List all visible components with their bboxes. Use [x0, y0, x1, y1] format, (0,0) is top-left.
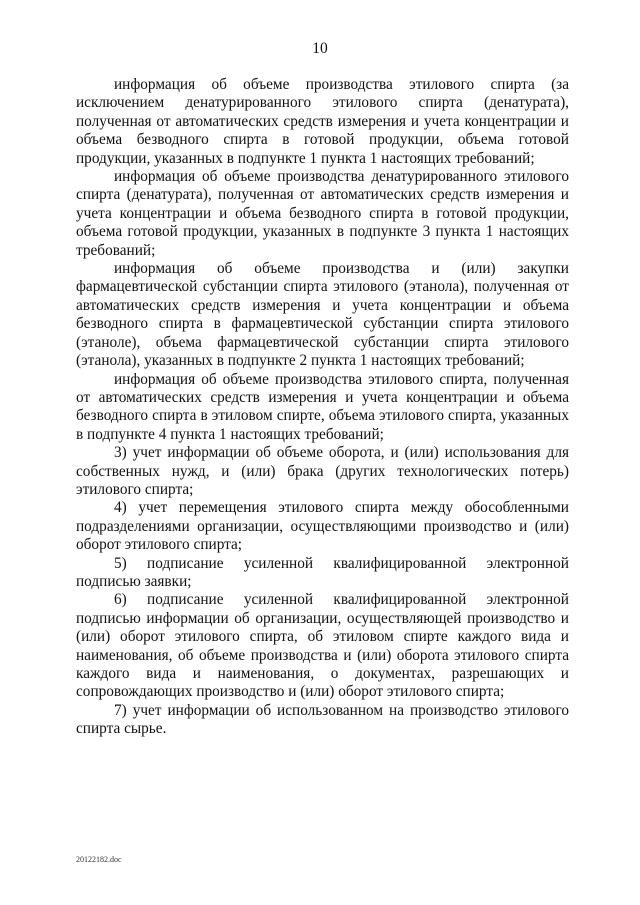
paragraph: информация об объеме производства денатурированного этилового спирта (денатурата), полученная от автоматических средств измерения и учета концентрации и объема безводного спирта в готовой продукции, объема готовой продукции, указанных в подпункте 3 пункта 1 настоящих требований; [76, 168, 569, 259]
document-body [76, 76, 569, 739]
paragraph: информация об объеме производства и (или) закупки фармацевтической субстанции спирта этилового (этанола), полученная от автоматических средств измерения и учета концентрации и объема безводного спирта в фармацевтической субстанции спирта этилового (этаноле), объема фармацевтической субстанции спирта этилового (этанола), указанных в подпункте 2 пункта 1 настоящих требований; [76, 260, 569, 370]
page-number: 10 [312, 40, 328, 57]
paragraph: 6) подписание усиленной квалифицированной электронной подписью информации об организации, осуществляющей производство и (или) оборот этилового спирта, об этиловом спирте каждого вида и наименования, об объеме производства и (или) оборота этилового спирта каждого вида и наименования, о документах, разрешающих и сопровождающих производство и (или) оборот этилового спирта; [76, 591, 569, 701]
paragraph: 4) учет перемещения этилового спирта между обособленными подразделениями организации, осуществляющими производство и (или) оборот этилового спирта; [76, 499, 569, 554]
footer-filename: 20122182.doc [76, 855, 122, 864]
paragraph: 5) подписание усиленной квалифицированной электронной подписью заявки; [76, 554, 569, 590]
paragraph: 3) учет информации об объеме оборота, и (или) использования для собственных нужд, и (или) брака (других технологических потерь) этилового спирта; [76, 444, 569, 498]
paragraph: 7) учет информации об использованном на производство этилового спирта сырье. [76, 701, 569, 738]
paragraph: информация об объеме производства этилового спирта (за исключением денатурированного этилового спирта (денатурата), полученная от автоматических средств измерения и учета концентрации и объема безводного спирта в готовой продукции, объема готовой продукции, указанных в подпункте 1 пункта 1 настоящих требований; [76, 76, 569, 167]
paragraph: информация об объеме производства этилового спирта, полученная от автоматических средств измерения и учета концентрации и объема безводного спирта в этиловом спирте, объема этилового спирта, указанных в подпункте 4 пункта 1 настоящих требований; [76, 370, 569, 443]
